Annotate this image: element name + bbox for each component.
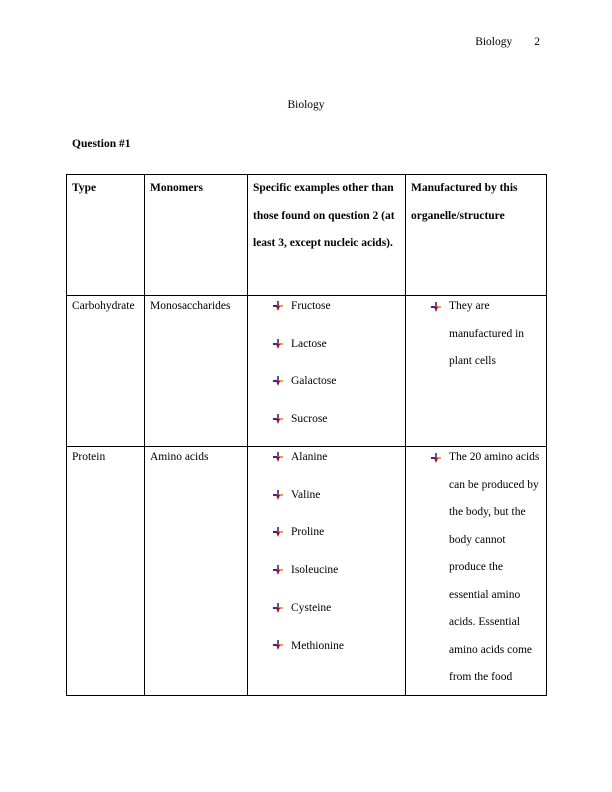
header-cell-examples: Specific examples other than those found on question 2 (at least 3, except nucleic acids). bbox=[248, 175, 406, 296]
header-cell-type: Type bbox=[67, 175, 145, 296]
header-cell-monomers: Monomers bbox=[145, 175, 248, 296]
arrow-down-bullet-icon bbox=[273, 565, 283, 575]
arrow-down-bullet-icon bbox=[273, 339, 283, 349]
examples-list bbox=[253, 439, 400, 665]
list-item: Proline bbox=[273, 514, 400, 552]
arrow-down-bullet-icon bbox=[431, 453, 441, 463]
list-item: Cysteine bbox=[273, 590, 400, 628]
arrow-down-bullet-icon bbox=[273, 452, 283, 462]
list-item: Fructose bbox=[273, 288, 400, 326]
cell-manufactured bbox=[406, 296, 547, 447]
biomolecule-table bbox=[66, 174, 547, 696]
cell-monomers: Monosaccharides bbox=[145, 296, 248, 447]
list-item: Galactose bbox=[273, 363, 400, 401]
list-item: Lactose bbox=[273, 326, 400, 364]
list-item: The 20 amino acids can be produced by the body, but the body cannot produce the essential amino acids. Essential amino acids come from the food bbox=[431, 444, 541, 692]
list-item: Sucrose bbox=[273, 401, 400, 439]
running-header bbox=[475, 36, 540, 48]
list-item: They are manufactured in plant cells bbox=[431, 293, 541, 376]
cell-examples bbox=[248, 447, 406, 696]
list-item: Alanine bbox=[273, 439, 400, 477]
cell-type: Carbohydrate bbox=[67, 296, 145, 447]
table-header-row bbox=[67, 175, 547, 296]
arrow-down-bullet-icon bbox=[273, 603, 283, 613]
list-item: Methionine bbox=[273, 628, 400, 666]
running-header-title: Biology bbox=[475, 36, 513, 48]
cell-monomers: Amino acids bbox=[145, 447, 248, 696]
arrow-down-bullet-icon bbox=[273, 301, 283, 311]
manufactured-list bbox=[411, 444, 541, 692]
arrow-down-bullet-icon bbox=[273, 527, 283, 537]
question-label: Question #1 bbox=[72, 138, 131, 150]
arrow-down-bullet-icon bbox=[273, 414, 283, 424]
list-item: Valine bbox=[273, 477, 400, 515]
document-title: Biology bbox=[287, 99, 325, 111]
table-row bbox=[67, 296, 547, 447]
arrow-down-bullet-icon bbox=[273, 376, 283, 386]
arrow-down-bullet-icon bbox=[431, 302, 441, 312]
page-number: 2 bbox=[534, 36, 540, 48]
cell-type: Protein bbox=[67, 447, 145, 696]
arrow-down-bullet-icon bbox=[273, 490, 283, 500]
examples-list bbox=[253, 288, 400, 439]
table-row bbox=[67, 447, 547, 696]
arrow-down-bullet-icon bbox=[273, 640, 283, 650]
header-cell-manufactured: Manufactured by this organelle/structure bbox=[406, 175, 547, 296]
cell-examples bbox=[248, 296, 406, 447]
list-item: Isoleucine bbox=[273, 552, 400, 590]
cell-manufactured bbox=[406, 447, 547, 696]
manufactured-list bbox=[411, 293, 541, 376]
